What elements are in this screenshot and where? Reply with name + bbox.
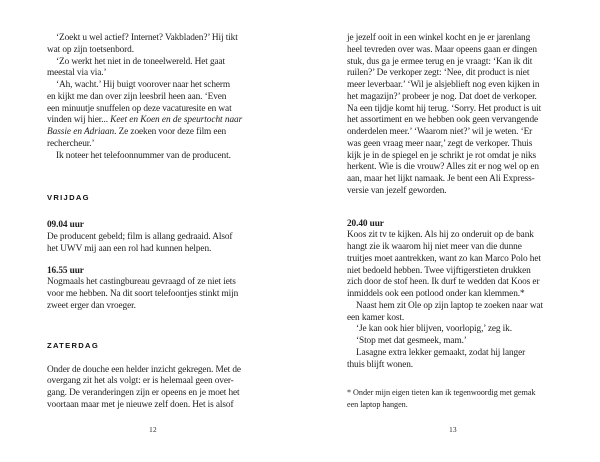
text-line: Lasagne extra lekker gemaakt, zodat hij langer <box>356 347 526 358</box>
page-left-content <box>47 33 269 412</box>
paragraph <box>47 365 269 412</box>
text-line: zweet erger dan vroeger. <box>47 300 136 311</box>
text-line: ‘Je kan ook hier blijven, voorlopig,’ zeg ik. <box>356 324 512 335</box>
text-line: inmiddels ook een potlood onder kan klemmen.* <box>347 289 525 299</box>
text-line: herkent. Wie is die vrouw? Alles zit er nog wel op en <box>347 162 539 173</box>
text-line: je jezelf ooit in een winkel kocht en je er jarenlang <box>347 33 531 43</box>
text-line: Na een tijdje komt hij terug. ‘Sorry. Het product is uit <box>347 103 542 114</box>
footnote <box>347 387 569 410</box>
text-line: hangt zie ik waarom hij niet meer van die dunne <box>347 242 522 252</box>
text-line: ‘Zoekt u wel actief? Internet? Vakbladen?’ Hij tikt <box>56 33 238 43</box>
text-line: Koos zit tv te kijken. Als hij zo onderuit op de bank <box>347 230 534 241</box>
time-entry-label: 16.55 uur <box>47 265 84 276</box>
text-line: niet bedoeld hebben. Twee vijftigerstieten drukken <box>347 265 531 276</box>
text-line: het magazijn?’ probeer je nog. Dat doet de verkoper. <box>347 91 537 102</box>
page-number-right: 13 <box>449 426 457 434</box>
text-line: voortaan maar met je nieuwe zelf doen. Het is alsof <box>47 399 234 410</box>
text-line: aan, maar het lijkt namaak. Je bent een Ali Express- <box>347 174 535 184</box>
page-right <box>300 0 600 462</box>
paragraph <box>347 230 569 371</box>
text-line: wat op zijn toetsenbord. <box>47 44 134 55</box>
text-line: Ik noteer het telefoonnummer van de producent. <box>56 150 231 161</box>
text-line: een kamer kost. <box>347 312 405 323</box>
time-entry-label: 20.40 uur <box>347 218 384 229</box>
text-line: gang. De veranderingen zijn er opeens en je moet het <box>47 388 240 398</box>
text-line: versie van jezelf geworden. <box>347 185 447 196</box>
text-line <box>47 127 269 139</box>
time-entry-label: 09.04 uur <box>47 220 84 231</box>
text-line: meestal via via.’ <box>47 68 107 79</box>
page-right-content <box>347 33 569 410</box>
footnote-line: * Onder mijn eigen tieten kan ik tegenwoordig met gemak <box>347 388 536 398</box>
text-line: De producent gebeld; film is allang gedraaid. Alsof <box>47 232 233 242</box>
section-heading-saturday: ZATERDAG <box>47 340 100 350</box>
text-line: overgang zit het als volgt: er is helemaal geen over- <box>47 376 234 387</box>
text-line: een minuutje snuffelen op deze vacaturesite en wat <box>47 103 232 114</box>
text-line: ‘Ah, wacht.’ Hij buigt voorover naar het scherm <box>56 80 231 90</box>
text-line: Nogmaals het castingbureau gevraagd of ze niet iets <box>47 277 236 288</box>
page-number-left: 12 <box>149 426 157 434</box>
paragraph <box>47 33 269 162</box>
text-line: heel tevreden over was. Maar opeens gaan er dingen <box>347 44 537 55</box>
text-line: thuis blijft wonen. <box>347 359 414 370</box>
text-line: Onder de douche een helder inzicht gekregen. Met de <box>47 364 241 375</box>
text-line <box>47 115 269 127</box>
text-line: ‘Stop met dat gesmeek, mam.’ <box>356 336 467 346</box>
book-title-italic: Bassie en Adriaan <box>47 127 115 137</box>
text-run: . Ze zoeken voor deze film een <box>114 127 227 137</box>
text-line: Naast hem zit Ole op zijn laptop te zoeken naar wat <box>356 300 543 311</box>
text-line: ‘Zo werkt het niet in de toneelwereld. Het gaat <box>56 56 226 67</box>
text-line: rechercheur.’ <box>47 138 95 149</box>
text-line: en kijkt me dan over zijn leesbril heen aan. ‘Even <box>47 91 227 102</box>
paragraph <box>347 33 569 198</box>
footnote-line: een laptop hangen. <box>347 399 408 409</box>
text-line: truitjes moet aantrekken, want zo kan Marco Polo het <box>347 253 541 264</box>
text-line: kijk je in de spiegel en je schrikt je rot omdat je niks <box>347 150 537 161</box>
text-line: het assortiment en we hebben ook geen vervangende <box>347 115 539 126</box>
text-line: het UWV mij aan een rol had kunnen helpen. <box>47 243 212 254</box>
book-title-italic: Keet en Koen en de speurtocht naar <box>110 115 243 126</box>
text-run: vinden wij hier... <box>47 115 111 126</box>
section-heading-friday: VRIJDAG <box>47 193 90 203</box>
text-line: was geen vraag meer naar,’ zegt de verkoper. Thuis <box>347 138 533 149</box>
text-line: onderdelen meer.’ ‘Waarom niet?’ wil je weten. ‘Er <box>347 127 533 137</box>
text-line: stuk, dus ga je ermee terug en je vraagt: ‘Kan ik dit <box>347 56 533 67</box>
paragraph <box>47 232 269 256</box>
paragraph <box>47 277 269 312</box>
text-line: voor me hebben. Na dit soort telefoontjes stinkt mijn <box>47 289 239 299</box>
text-line: ruilen?’ De verkoper zegt: ‘Nee, dit product is niet <box>347 68 530 79</box>
text-line: meer leverbaar.’ ‘Wil je alsjeblieft nog even kijken in <box>347 80 540 90</box>
text-line: zich door de stof heen. Ik durf te wedden dat Koos er <box>347 277 540 288</box>
